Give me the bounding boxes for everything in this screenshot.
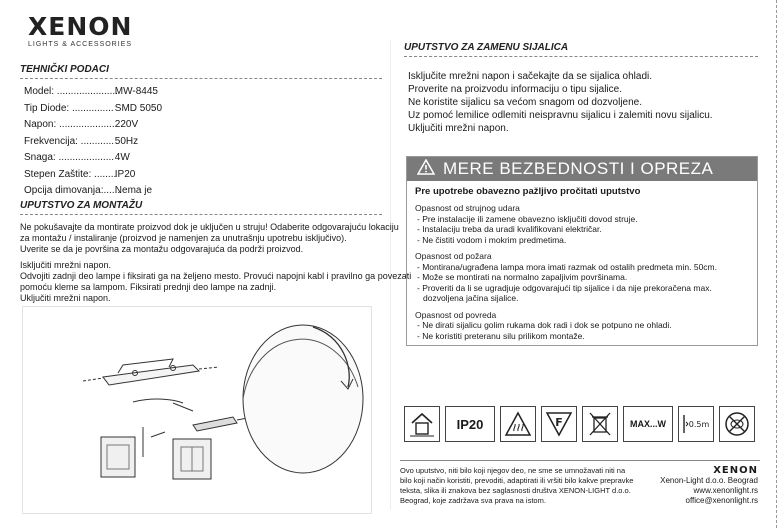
company-info: [660, 466, 758, 506]
max-watt-label: MAX...W: [630, 419, 666, 429]
spec-value: 4W: [114, 152, 130, 163]
spec-label: Tip Diode: ...............: [24, 102, 114, 114]
spec-row: [24, 101, 162, 118]
distance-icon: [678, 406, 714, 442]
spec-label: Snaga: ....................: [24, 152, 115, 163]
safety-item: - Ne koristiti preteranu silu prilikom montaže.: [417, 330, 585, 341]
no-halogen-icon: [719, 406, 755, 442]
company-email: office@xenonlight.rs: [685, 496, 758, 505]
mount-step: Uključiti mrežni napon.: [20, 293, 111, 303]
copyright-line: bilo koji način koristiti, prevoditi, adaptirati ili vršiti bilo kakve prepravke: [400, 476, 634, 485]
spec-label: Model: ......................: [24, 86, 118, 97]
mount-heading: UPUTSTVO ZA MONTAŽU: [20, 200, 382, 215]
mount-steps: [20, 260, 411, 304]
safety-item: - Proveriti da li se ugradjuje odgovarajući tip sijalice i da nije prekoračena max.: [417, 282, 712, 293]
replace-line: Uključiti mrežni napon.: [408, 123, 509, 134]
f-mark-label: F: [555, 416, 563, 429]
max-watt-icon: [623, 406, 673, 442]
f-mark-icon: [541, 406, 577, 442]
mount-intro: [20, 222, 399, 255]
safety-item: dozvoljena jačina sijalice.: [423, 293, 519, 303]
replace-line: Proverite na proizvodu informaciju o tipu sijalice.: [408, 84, 622, 95]
company-website: www.xenonlight.rs: [693, 486, 758, 495]
spec-row: [24, 117, 162, 134]
replace-instructions: [408, 70, 713, 135]
ip20-label: IP20: [456, 416, 484, 432]
safety-box: [406, 156, 758, 346]
spec-value: 220V: [114, 119, 139, 130]
logo-subtitle: LIGHTS & ACCESSORIES: [28, 41, 133, 48]
spec-label: Napon: ....................: [24, 119, 115, 130]
spec-label: Stepen Zaštite: ........: [24, 168, 117, 180]
spec-row: [24, 150, 162, 167]
spec-row: [24, 134, 162, 151]
copyright-line: Ovo uputstvo, niti bilo koji njegov deo, ne sme se umnožavati niti na: [400, 466, 626, 475]
mount-step: pomoću kleme sa lampom. Fiksirati prednji deo lampe na zadnji.: [20, 282, 277, 292]
replace-heading: UPUTSTVO ZA ZAMENU SIJALICA: [404, 42, 758, 57]
spec-value: SMD 5050: [114, 102, 163, 114]
replace-line: Uz pomoć lemilice odlemiti neispravnu sijalicu i zalemiti novu sijalicu.: [408, 110, 713, 121]
logo-word: XENON: [28, 12, 133, 41]
safety-item: - Ne dirati sijalicu golim rukama dok radi i dok se potpuno ne ohladi.: [417, 320, 672, 330]
copyright-line: Beograd, koje zadržava sva prava na istom.: [400, 496, 546, 505]
safety-item: - Instalaciju treba da uradi kvalifikovani električar.: [417, 224, 602, 234]
safety-item: - Može se montirati na normalno zapaljivim površinama.: [417, 272, 628, 282]
symbol-row: [404, 406, 758, 444]
safety-group-title: Opasnost od povreda: [415, 309, 497, 320]
spec-row: [24, 84, 162, 101]
hot-surface-icon: [500, 406, 536, 442]
spec-row: [24, 183, 162, 200]
replace-line: Ne koristite sijalicu sa većom snagom od dozvoljene.: [408, 97, 642, 108]
footer-rule: [400, 460, 760, 461]
mounting-diagram: [22, 306, 372, 514]
spec-label: Opcija dimovanja:......: [24, 185, 121, 196]
safety-item: - Montirana/ugrađena lampa mora imati razmak od ostalih predmeta min. 50cm.: [417, 261, 717, 272]
copyright-note: [400, 466, 633, 506]
spec-row: [24, 167, 162, 184]
copyright-line: teksta, slika ili znakova bez saglasnosti društva XENON-LIGHT d.o.o.: [400, 486, 631, 495]
company-name: Xenon-Light d.o.o. Beograd: [660, 476, 758, 485]
safety-lead: Pre upotrebe obavezno pažljivo pročitati uputstvo: [415, 186, 641, 197]
mount-intro-line: Uverite se da je površina za montažu odgovarajuća da podrži proizvod.: [20, 244, 304, 254]
weee-bin-icon: [582, 406, 618, 442]
mount-step: Odvojiti zadnji deo lampe i fiksirati ga na željeno mesto. Provući napojni kabl i pravilno ga povezati: [20, 271, 412, 281]
spec-label: Frekvencija: ............: [24, 135, 115, 147]
tech-heading: TEHNIČKI PODACI: [20, 64, 382, 79]
safety-banner: [407, 157, 757, 181]
mount-intro-line: za montažu / instaliranje (proizvod je namenjen za unutrašnju upotrebu isključivo).: [20, 233, 347, 243]
spec-list: [24, 84, 162, 200]
safety-group-injury: [415, 310, 757, 342]
safety-group-shock: [415, 203, 757, 245]
safety-group-title: Opasnost od strujnog udara: [415, 203, 520, 213]
cut-line: [776, 0, 777, 528]
safety-item: - Ne čistiti vodom i mokrim predmetima.: [417, 234, 567, 245]
replace-line: Isključite mrežni napon i sačekajte da se sijalica ohladi.: [408, 71, 653, 82]
safety-title: MERE BEZBEDNOSTI I OPREZA: [443, 159, 714, 178]
warning-triangle-icon: [417, 159, 435, 180]
indoor-house-icon: [404, 406, 440, 442]
safety-group-fire: [415, 251, 757, 304]
footer-logo: XENON: [713, 465, 758, 476]
safety-item: - Pre instalacije ili zamene obavezno isključiti dovod struje.: [417, 213, 638, 224]
spec-value: Nema je: [114, 185, 153, 196]
ip20-icon: [445, 406, 495, 442]
mounting-diagram-svg: [23, 307, 373, 515]
mount-step: Isključiti mrežni napon.: [20, 260, 112, 270]
spec-value: MW-8445: [114, 86, 158, 97]
xenon-logo: [28, 14, 138, 50]
spec-value: IP20: [114, 168, 136, 180]
safety-group-title: Opasnost od požara: [415, 251, 492, 261]
mount-intro-line: Ne pokušavajte da montirate proizvod dok je uključen u struju! Odaberite odgovarajuću lokaciju: [20, 222, 399, 232]
distance-label: 0.5m: [688, 420, 710, 429]
spec-value: 50Hz: [114, 135, 139, 147]
